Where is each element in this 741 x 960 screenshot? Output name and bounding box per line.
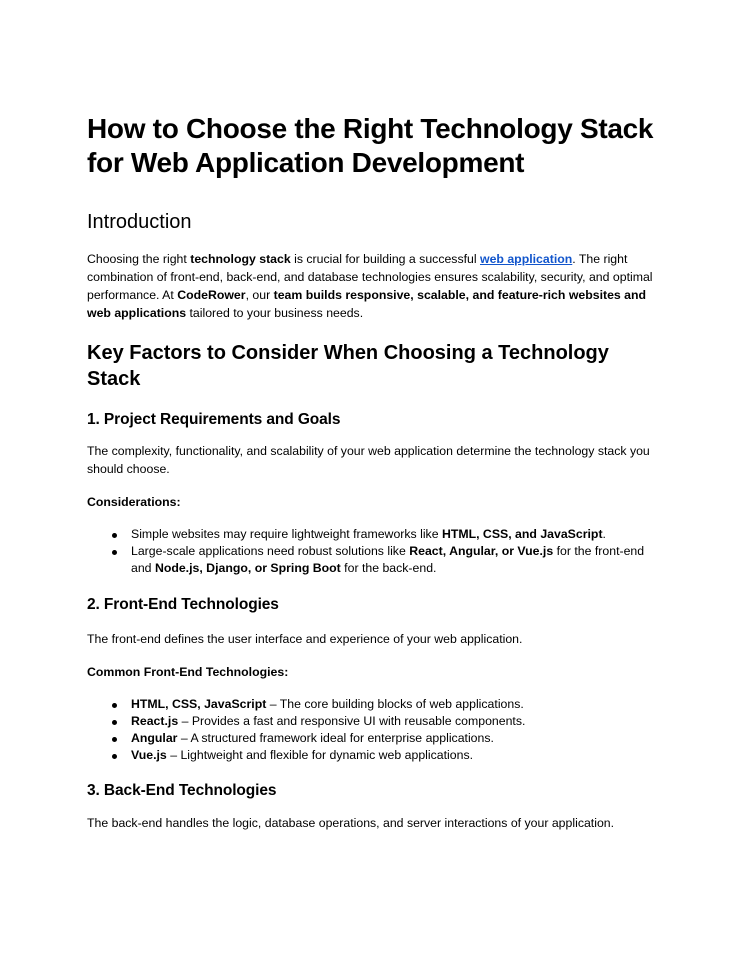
list-item-bold: Angular	[131, 731, 178, 745]
list-item-bold: HTML, CSS, and JavaScript	[441, 527, 603, 541]
list-item-bold: HTML, CSS, JavaScript	[131, 697, 267, 711]
list-item	[87, 526, 657, 543]
list-item	[87, 713, 657, 730]
list-item-text: – Provides a fast and responsive UI with reusable components.	[178, 714, 526, 728]
section-1-label: Considerations:	[87, 495, 181, 509]
list-item-bold: Node.js, Django, or Spring Boot	[154, 561, 341, 575]
section-2-list	[87, 696, 657, 764]
intro-bold-technology-stack: technology stack	[190, 252, 291, 266]
heading-section-1: 1. Project Requirements and Goals	[87, 411, 341, 428]
heading-section-2: 2. Front-End Technologies	[87, 596, 279, 613]
list-item-text: .	[602, 527, 606, 541]
web-application-link[interactable]: web application	[480, 252, 573, 266]
list-item-text: for the back-end.	[340, 561, 437, 575]
list-item-text: Large-scale applications need robust solutions like	[131, 544, 410, 558]
document-page	[87, 112, 657, 832]
heading-introduction: Introduction	[87, 211, 192, 233]
section-1-list	[87, 526, 657, 577]
section-1-paragraph: The complexity, functionality, and scalability of your web application determine the technology stack you should choose.	[87, 444, 650, 476]
section-2-paragraph: The front-end defines the user interface and experience of your web application.	[87, 632, 523, 646]
list-item	[87, 696, 657, 713]
intro-text: . The right combination of front-end, back-end, and database technologies ensures scalability, security, and optimal performance. At	[87, 252, 653, 302]
list-item	[87, 543, 657, 577]
heading-key-factors: Key Factors to Consider When Choosing a Technology Stack	[87, 342, 609, 390]
intro-bold-team: team builds responsive, scalable, and feature-rich websites and web applications	[87, 288, 647, 320]
list-item	[87, 730, 657, 747]
intro-text: , our	[245, 288, 274, 302]
list-item-text: – A structured framework ideal for enterprise applications.	[177, 731, 494, 745]
list-item-text: Simple websites may require lightweight frameworks like	[131, 527, 442, 541]
intro-bold-coderower: CodeRower	[177, 288, 246, 302]
list-item-text: for the front-end and	[131, 544, 645, 575]
section-3-paragraph: The back-end handles the logic, database operations, and server interactions of your application.	[87, 816, 615, 830]
intro-text: tailored to your business needs.	[186, 306, 364, 320]
list-item-bold: React.js	[131, 714, 179, 728]
section-2-label: Common Front-End Technologies:	[87, 665, 289, 679]
list-item	[87, 747, 657, 764]
intro-text: is crucial for building a successful	[290, 252, 481, 266]
intro-paragraph	[87, 250, 657, 322]
intro-text: Choosing the right	[87, 252, 191, 266]
list-item-bold: Vue.js	[131, 748, 167, 762]
list-item-text: – Lightweight and flexible for dynamic web applications.	[166, 748, 474, 762]
heading-section-3: 3. Back-End Technologies	[87, 782, 277, 799]
document-title: How to Choose the Right Technology Stack for Web Application Development	[87, 113, 654, 178]
list-item-bold: React, Angular, or Vue.js	[409, 544, 554, 558]
list-item-text: – The core building blocks of web applications.	[266, 697, 524, 711]
